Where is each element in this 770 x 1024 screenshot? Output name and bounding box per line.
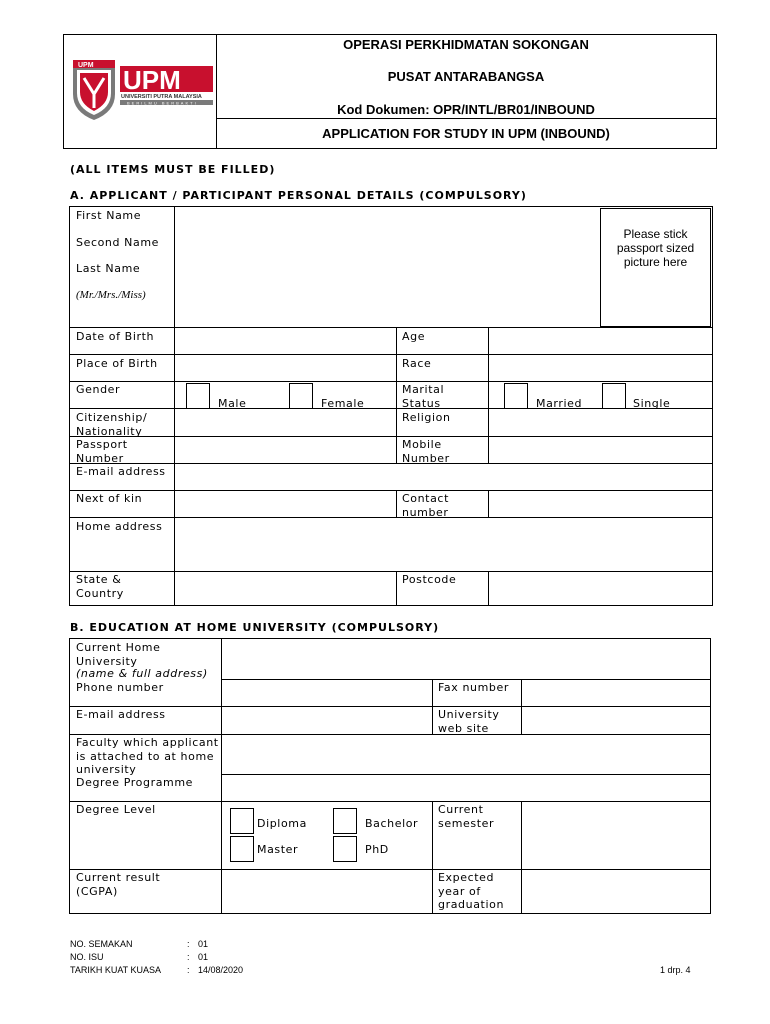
age-label: Age [402,330,426,343]
degree-level-label: Degree Level [76,803,156,816]
contact-number-label: Contact number [402,492,449,519]
postcode-label: Postcode [402,573,457,586]
svg-text:BERILMU BERBAKTI: BERILMU BERBAKTI [127,100,198,106]
current-semester-label: Current semester [438,803,495,830]
svg-text:UNIVERSITI PUTRA MALAYSIA: UNIVERSITI PUTRA MALAYSIA [121,94,202,100]
citizenship-label: Citizenship/ Nationality [76,411,148,438]
phone-label: Phone number [76,681,164,694]
header-kod-dokumen: Kod Dokumen: OPR/INTL/BR01/INBOUND [337,102,595,117]
married-checkbox[interactable] [504,383,528,409]
semakan-label: NO. SEMAKAN [70,939,133,949]
current-home-univ-field[interactable] [225,641,707,677]
place-of-birth-field[interactable] [178,356,392,380]
section-a-title: A. APPLICANT / PARTICIPANT PERSONAL DETAILS (COMPULSORY) [70,189,527,202]
age-field[interactable] [492,329,708,353]
website-field[interactable] [525,708,707,732]
email-label: E-mail address [76,465,166,478]
place-of-birth-label: Place of Birth [76,357,158,370]
next-of-kin-field[interactable] [178,492,392,516]
single-checkbox[interactable] [602,383,626,409]
page-number: 1 drp. 4 [660,965,691,975]
second-name-field[interactable] [178,234,596,258]
phd-label: PhD [365,843,389,856]
religion-field[interactable] [492,410,708,434]
phone-field[interactable] [225,681,429,705]
isu-value: 01 [198,952,209,962]
header-pusat: PUSAT ANTARABANGSA [387,69,545,84]
race-field[interactable] [492,356,708,380]
tarikh-value: 14/08/2020 [198,965,244,975]
passport-label: Passport Number [76,438,128,465]
race-label: Race [402,357,432,370]
fax-field[interactable] [525,681,707,705]
website-label: University web site [438,708,500,735]
master-label: Master [257,843,299,856]
fax-label: Fax number [438,681,509,694]
expected-grad-label: Expected year of graduation [438,871,505,911]
master-checkbox[interactable] [230,836,254,862]
svg-text:UPM: UPM [123,65,181,95]
expected-grad-field[interactable] [525,872,707,910]
female-label: Female [321,397,365,410]
citizenship-field[interactable] [178,410,392,434]
postcode-field[interactable] [492,574,708,602]
univ-email-label: E-mail address [76,708,166,721]
contact-number-field[interactable] [492,492,708,516]
marital-status-label: Marital Status [402,383,445,410]
faculty-field[interactable] [225,737,707,771]
faculty-label: Faculty which applicant is attached to at home university [76,736,219,776]
degree-programme-label: Degree Programme [76,776,194,789]
home-address-label: Home address [76,520,163,533]
semakan-value: 01 [198,939,209,949]
dob-field[interactable] [178,329,392,353]
tarikh-colon: : [187,965,190,975]
diploma-checkbox[interactable] [230,808,254,834]
title-hint: (Mr./Mrs./Miss) [76,289,146,301]
isu-colon: : [187,952,190,962]
religion-label: Religion [402,411,451,424]
gender-label: Gender [76,383,121,396]
state-country-field[interactable] [178,574,392,602]
section-b-title: B. EDUCATION AT HOME UNIVERSITY (COMPULSORY) [70,621,440,634]
document-title: APPLICATION FOR STUDY IN UPM (INBOUND) [322,126,610,141]
first-name-label: First Name [76,209,142,222]
photo-hint: Please stick passport sized picture here [616,227,695,269]
current-result-label: Current result (CGPA) [76,871,161,898]
univ-email-field[interactable] [225,708,429,732]
dob-label: Date of Birth [76,330,155,343]
notice-text: (ALL ITEMS MUST BE FILLED) [70,163,276,176]
current-semester-field[interactable] [525,804,707,866]
svg-text:UPM: UPM [78,62,94,69]
diploma-label: Diploma [257,817,307,830]
mobile-field[interactable] [492,438,708,462]
home-address-field[interactable] [178,520,708,568]
bachelor-label: Bachelor [365,817,419,830]
isu-label: NO. ISU [70,952,104,962]
email-field[interactable] [178,465,708,489]
upm-logo [70,58,215,122]
last-name-label: Last Name [76,262,141,275]
female-checkbox[interactable] [289,383,313,409]
tarikh-label: TARIKH KUAT KUASA [70,965,162,975]
married-label: Married [536,397,583,410]
bachelor-checkbox[interactable] [333,808,357,834]
passport-photo-box[interactable] [600,208,711,327]
male-label: Male [218,397,247,410]
mobile-label: Mobile Number [402,438,450,465]
state-country-label: State & Country [76,573,124,600]
current-home-univ-label: Current Home University [76,641,161,668]
next-of-kin-label: Next of kin [76,492,143,505]
second-name-label: Second Name [76,236,160,249]
name-address-hint: (name & full address) [76,667,208,680]
male-checkbox[interactable] [186,383,210,409]
header-operasi: OPERASI PERKHIDMATAN SOKONGAN [343,37,589,52]
current-result-field[interactable] [225,872,429,910]
single-label: Single [633,397,671,410]
phd-checkbox[interactable] [333,836,357,862]
semakan-colon: : [187,939,190,949]
passport-field[interactable] [178,438,392,462]
degree-programme-field[interactable] [225,776,707,800]
first-name-field[interactable] [178,208,596,232]
last-name-field[interactable] [178,260,596,284]
